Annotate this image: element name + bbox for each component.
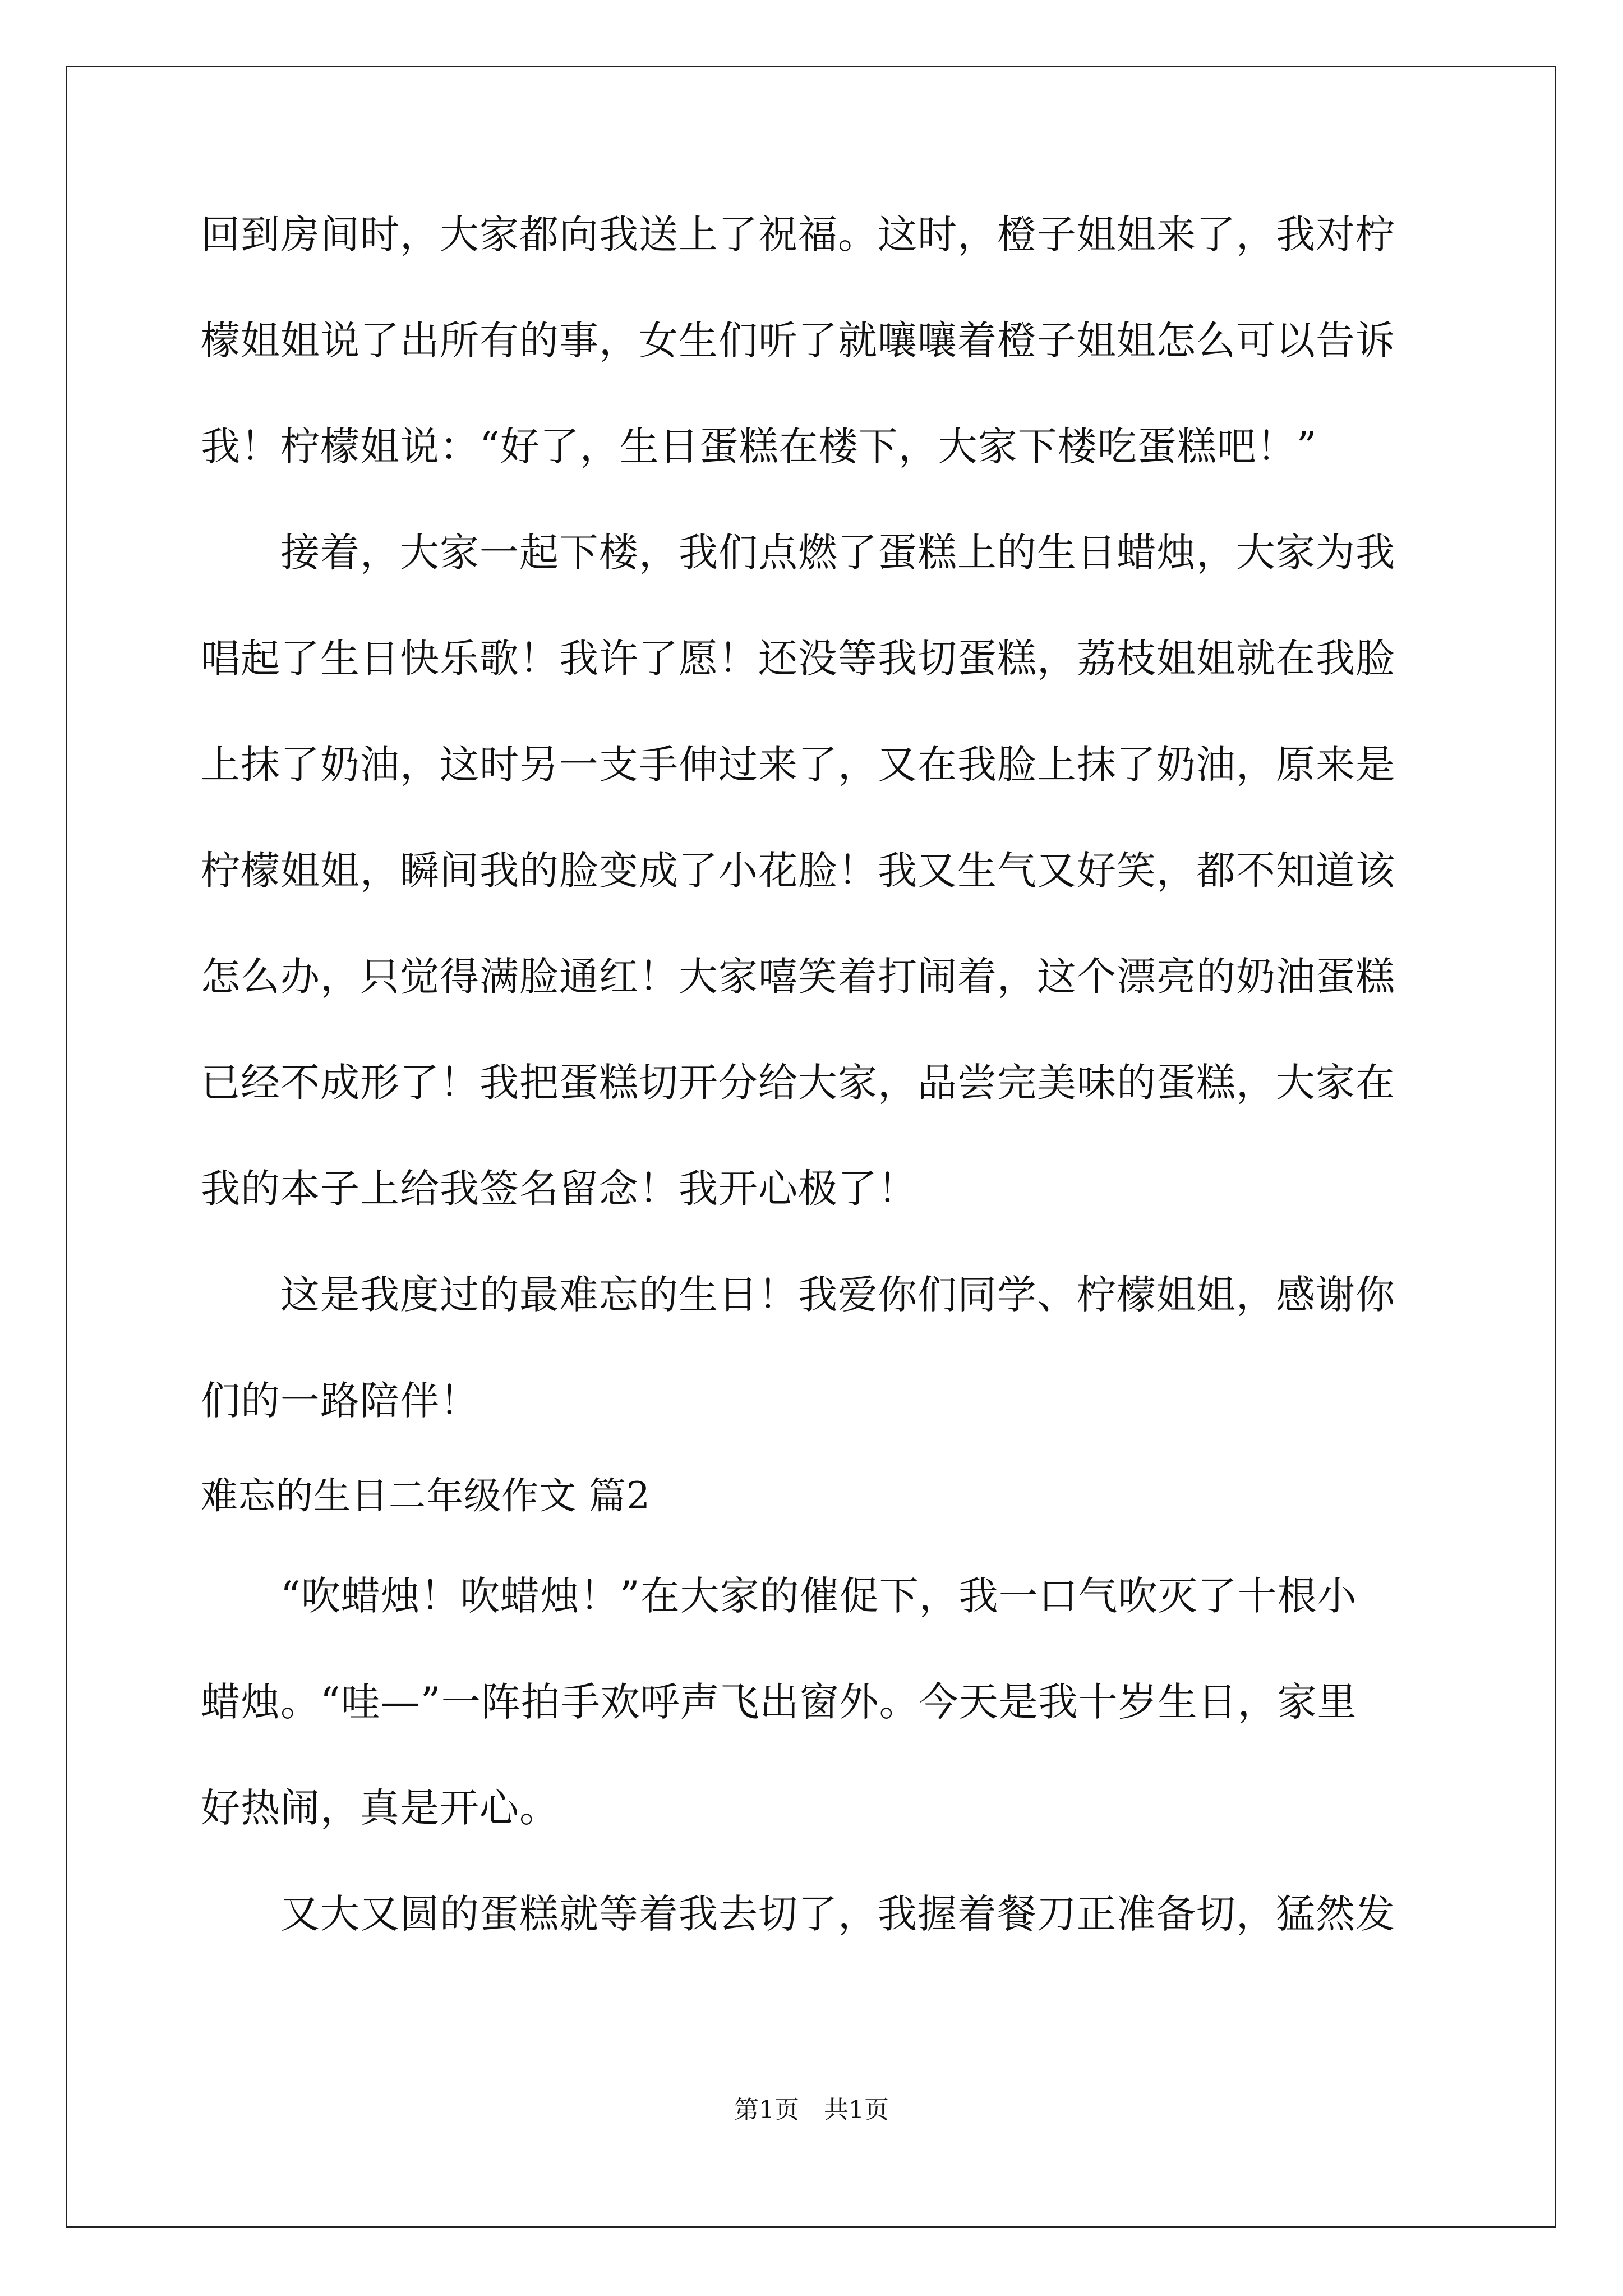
section-heading: 难忘的生日二年级作文 篇2: [201, 1474, 651, 1517]
text-line: 已经不成形了！我把蛋糕切开分给大家，品尝完美味的蛋糕，大家在: [201, 1060, 1395, 1106]
text-line: “吹蜡烛！吹蜡烛！”在大家的催促下，我一口气吹灭了十根小: [201, 1573, 1357, 1619]
text-line: 蜡烛。“哇—”一阵拍手欢呼声飞出窗外。今天是我十岁生日，家里: [201, 1679, 1357, 1725]
text-line: 这是我度过的最难忘的生日！我爱你们同学、柠檬姐姐，感谢你: [201, 1272, 1395, 1318]
text-line: 我的本子上给我签名留念！我开心极了！: [201, 1166, 917, 1212]
text-line: 回到房间时，大家都向我送上了祝福。这时，橙子姐姐来了，我对柠: [201, 211, 1395, 257]
text-line: 上抹了奶油，这时另一支手伸过来了，又在我脸上抹了奶油，原来是: [201, 742, 1395, 788]
page-footer: 第1页 共1页: [734, 2096, 889, 2124]
text-line: 檬姐姐说了出所有的事，女生们听了就嚷嚷着橙子姐姐怎么可以告诉: [201, 318, 1395, 364]
text-line: 好热闹，真是开心。: [201, 1785, 559, 1831]
text-line: 柠檬姐姐，瞬间我的脸变成了小花脸！我又生气又好笑，都不知道该: [201, 848, 1395, 894]
text-line: 接着，大家一起下楼，我们点燃了蛋糕上的生日蜡烛，大家为我: [201, 530, 1395, 576]
text-line: 怎么办，只觉得满脸通红！大家嘻笑着打闹着，这个漂亮的奶油蛋糕: [201, 954, 1395, 1000]
text-line: 又大又圆的蛋糕就等着我去切了，我握着餐刀正准备切，猛然发: [201, 1891, 1395, 1937]
text-line: 我！柠檬姐说：“好了，生日蛋糕在楼下，大家下楼吃蛋糕吧！”: [201, 424, 1317, 470]
text-line: 们的一路陪伴！: [201, 1378, 479, 1424]
text-line: 唱起了生日快乐歌！我许了愿！还没等我切蛋糕，荔枝姐姐就在我脸: [201, 636, 1395, 682]
